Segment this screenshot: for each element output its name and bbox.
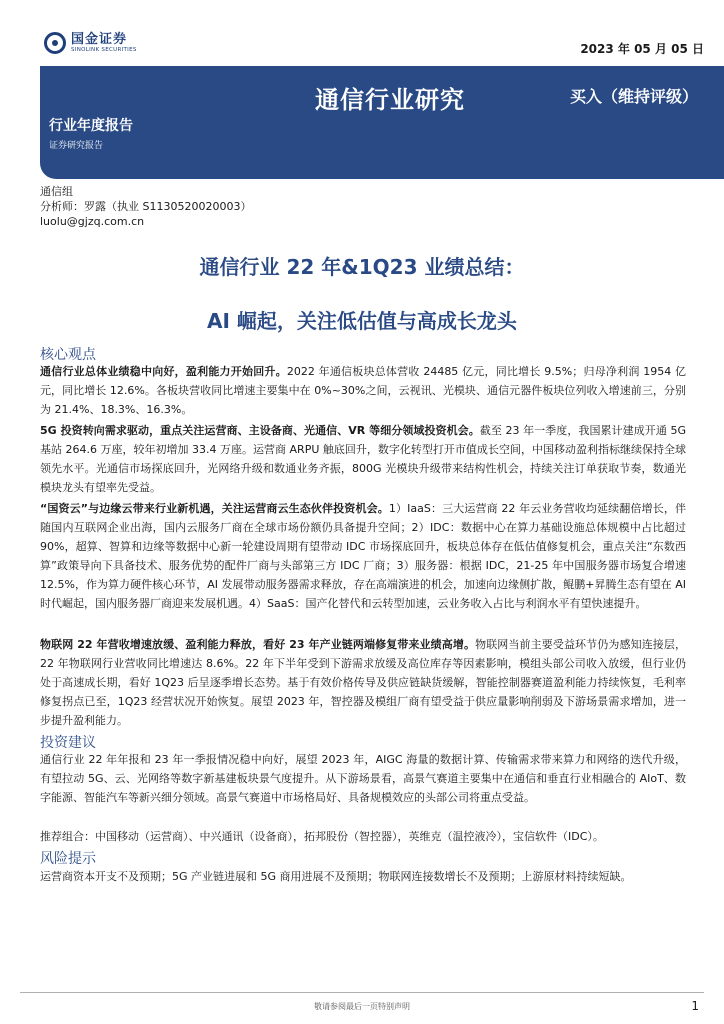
invest-paragraph-1: 通信行业 22 年年报和 23 年一季报情况稳中向好，展望 2023 年，AIGC 海量的数据计算、传输需求带来算力和网络的迭代升级，有望拉动 5G、云、光网络等数字新基建板块景气度提升。从下游场景看，高景气赛道主要集中在通信和垂直行业相融合的 AIoT、数字能源、智能汽车等新兴细分领域。高景气赛道中市场格局好、具备规模效应的头部公司将重点受益。 xyxy=(40,753,686,804)
invest-paragraph-2: 推荐组合：中国移动（运营商）、中兴通讯（设备商），拓邦股份（智控器），英维克（温控液冷），宝信软件（IDC）。 xyxy=(40,830,604,843)
core-p4-bold: 物联网 22 年营收增速放缓、盈利能力释放，看好 23 年产业链两端修复带来业绩高增。 xyxy=(40,638,476,651)
footer-divider xyxy=(20,992,704,993)
risk-heading: 风险提示 xyxy=(40,851,96,867)
rating-label: 买入（维持评级） xyxy=(570,87,699,106)
core-paragraph-1 xyxy=(40,362,686,419)
logo-icon xyxy=(44,32,66,54)
report-title-line2: AI 崛起，关注低估值与高成长龙头 xyxy=(207,309,517,333)
analyst-group: 通信组 xyxy=(40,185,73,198)
report-type: 行业年度报告 xyxy=(49,118,133,134)
report-subtype: 证券研究报告 xyxy=(49,141,104,151)
page-number: 1 xyxy=(691,999,699,1013)
core-p2-text: 截至 23 年一季度，我国累计建成开通 5G 基站 264.6 万座，较年初增加 33.4 万座。运营商 ARPU 触底回升，数字化转型打开市值成长空间，中国移动盈利指标继续保持全球领先水平。光通信市场探底回升，光网络升级和数通业务齐振，800G 光模块升级带来结构性机会，持续关注订单获取节奏，数通光模块龙头有望率先受益。 xyxy=(40,424,686,494)
analyst-info xyxy=(40,184,251,229)
core-paragraph-3 xyxy=(40,499,686,613)
company-logo xyxy=(44,32,137,54)
report-date: 2023 年 05 月 05 日 xyxy=(580,42,704,56)
risk-paragraph: 运营商资本开支不及预期；5G 产业链进展和 5G 商用进展不及预期；物联网连接数增长不及预期；上游原材料持续短缺。 xyxy=(40,870,632,883)
core-p1-bold: 通信行业总体业绩稳中向好，盈利能力开始回升。 xyxy=(40,365,287,378)
report-title-line1: 通信行业 22 年&1Q23 业绩总结： xyxy=(199,255,525,279)
header-banner xyxy=(40,66,724,179)
core-p4-text: 物联网当前主要受益环节仍为感知连接层，22 年物联网行业营收同比增速达 8.6%。22 年下半年受到下游需求放缓及高位库存等因素影响，模组头部公司收入放缓，但行业仍处于高速成长期，看好 1Q23 后呈逐季增长态势。基于有效价格传导及供应链缺货缓解，智能控制器赛道盈利能力持续恢复，毛利率修复拐点已至，1Q23 经营状况开始恢复。展望 2023 年，智控器及模组厂商有望受益于供应量影响削弱及下游场景需求增加，进一步提升盈利能力。 xyxy=(40,638,687,727)
core-paragraph-2 xyxy=(40,421,686,497)
core-p1-text: 2022 年通信板块总体营收 24485 亿元，同比增长 9.5%；归母净利润 1954 亿元，同比增长 12.6%。各板块营收同比增速主要集中在 0%~30%之间，云视讯、光模块、通信元器件板块位列收入增速前三，分别为 21.4%、18.3%、16.3%。 xyxy=(40,365,687,416)
industry-title: 通信行业研究 xyxy=(315,86,465,114)
analyst-email[interactable]: luolu@gjzq.com.cn xyxy=(40,215,145,228)
analyst-name: 分析师：罗露（执业 S1130520020003） xyxy=(40,200,252,213)
logo-en-text: SINOLINK SECURITIES xyxy=(71,46,137,53)
core-views-heading: 核心观点 xyxy=(40,347,96,363)
core-p3-bold: “国资云”与边缘云带来行业新机遇，关注运营商云生态伙伴投资机会。 xyxy=(40,502,389,515)
footer-disclaimer[interactable]: 敬请参阅最后一页特别声明 xyxy=(314,1002,410,1011)
logo-cn-text: 国金证券 xyxy=(71,31,128,47)
core-p3-text: 1）IaaS：三大运营商 22 年云业务营收均延续翻倍增长，伴随国内互联网企业出海，国内云服务厂商在全球市场份额仍具备提升空间；2）IDC：数据中心在算力基础设施总体规模中占比超过 90%，超算、智算和边缘等数据中心新一轮建设周期有望带动 IDC 市场探底回升，板块总体存在低估值修复机会，重点关注“东数西算”政策导向下具备技术、服务优势的配件厂商与头部第三方 IDC 厂商；3）服务器：根据 IDC，21-25 年中国服务器市场复合增速 12.5%，作为算力硬件核心环节，AI 发展带动服务器需求释放，存在高端演进的机会，加速向边缘侧扩散，鲲鹏+昇腾生态有望在 AI 时代崛起，国内服务器厂商迎来发展机遇。4）SaaS：国产化替代和云转型加速，云业务收入占比与利润水平有望快速提升。 xyxy=(40,502,686,610)
invest-heading: 投资建议 xyxy=(40,735,96,751)
core-paragraph-4 xyxy=(40,635,686,730)
core-p2-bold: 5G 投资转向需求驱动，重点关注运营商、主设备商、光通信、VR 等细分领域投资机会。 xyxy=(40,424,480,437)
